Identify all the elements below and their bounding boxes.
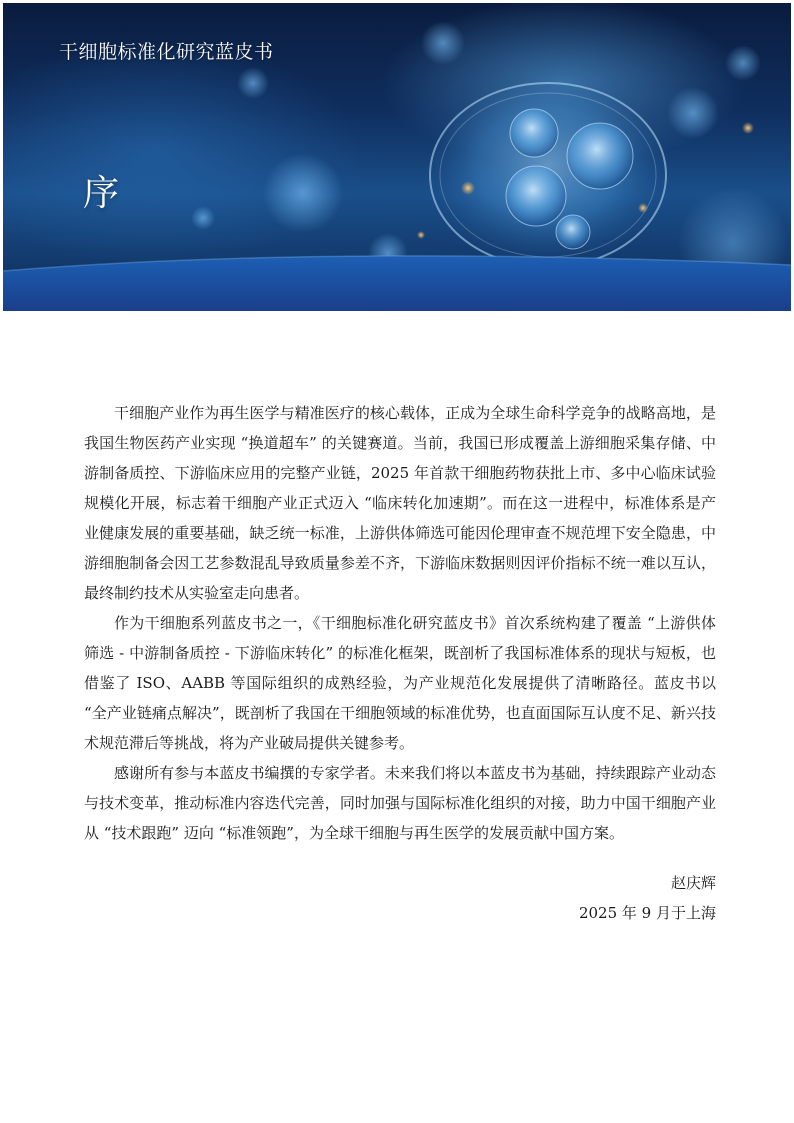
paragraph: 干细胞产业作为再生医学与精准医疗的核心载体，正成为全球生命科学竞争的战略高地，是我国生物医药产业实现 “换道超车” 的关键赛道。当前，我国已形成覆盖上游细胞采集存储、中游制备质控、下游临床应用的完整产业链，2025 年首款干细胞药物获批上市、多中心临床试验规模化开展，标志着干细胞产业正式迈入 “临床转化加速期”。而在这一进程中，标准体系是产业健康发展的重要基础，缺乏统一标准，上游供体筛选可能因伦理审查不规范埋下安全隐患，中游细胞制备会因工艺参数混乱导致质量参差不齐，下游临床数据则因评价指标不统一难以互认，最终制约技术从实验室走向患者。 xyxy=(84,404,716,602)
header-banner xyxy=(3,3,791,311)
author-name: 赵庆辉 xyxy=(670,874,716,892)
preface-body xyxy=(84,398,716,848)
signature-block xyxy=(579,868,716,928)
paragraph: 感谢所有参与本蓝皮书编撰的专家学者。未来我们将以本蓝皮书为基础，持续跟踪产业动态与技术变革，推动标准内容迭代完善，同时加强与国际标准化组织的对接，助力中国干细胞产业从 “技术跟跑” 迈向 “标准领跑”，为全球干细胞与再生医学的发展贡献中国方案。 xyxy=(84,764,716,842)
date-place: 2025 年 9 月于上海 xyxy=(578,904,716,922)
section-heading: 序 xyxy=(83,173,120,214)
document-title: 干细胞标准化研究蓝皮书 xyxy=(59,41,274,63)
paragraph: 作为干细胞系列蓝皮书之一，《干细胞标准化研究蓝皮书》首次系统构建了覆盖 “上游供体筛选 - 中游制备质控 - 下游临床转化” 的标准化框架，既剖析了我国标准体系的现状与短板，也借鉴了 ISO、AABB 等国际组织的成熟经验，为产业规范化发展提供了清晰路径。蓝皮书以 “全产业链痛点解决”，既剖析了我国在干细胞领域的标准优势，也直面国际互认度不足、新兴技术规范滞后等挑战，将为产业破局提供关键参考。 xyxy=(84,614,716,752)
